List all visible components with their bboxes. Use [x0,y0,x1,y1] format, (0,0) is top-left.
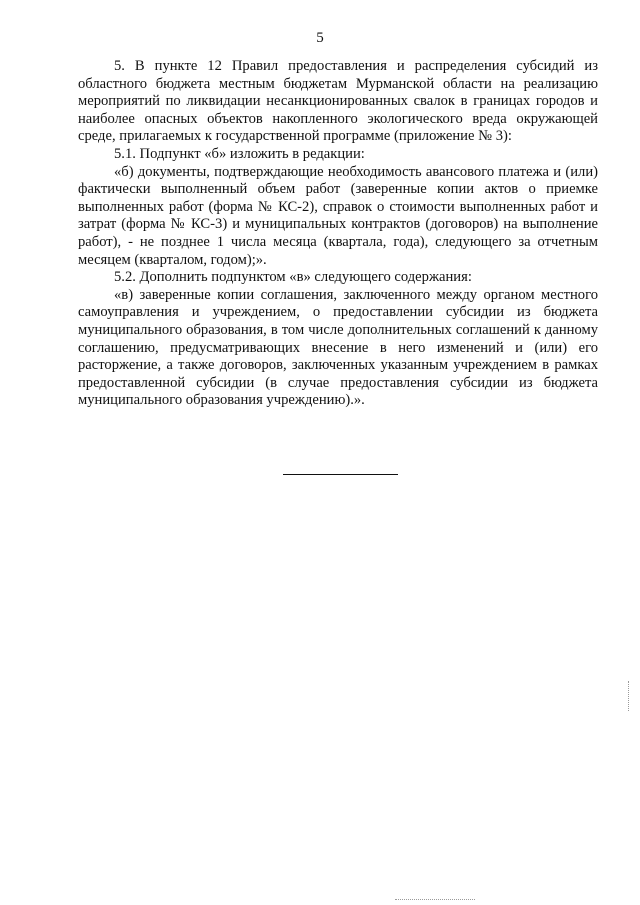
paragraph-subitem-b: «б) документы, подтверждающие необходимость авансового платежа и (или) фактически выполненный объем работ (заверенные копии актов о приемке выполненных работ (форма № КС-2), справок о стоимости выполненных работ и затрат (форма № КС-3) и муниципальных контрактов (договоров) на выполнение работ), - не позднее 1 числа месяца (квартала, года), следующего за отчетным месяцем (кварталом, годом);». [78,163,598,268]
paragraph-subitem-v: «в) заверенные копии соглашения, заключенного между органом местного самоуправления и учреждением, о предоставлении субсидии из бюджета муниципального образования, в том числе дополнительных соглашений к данному соглашению, предусматривающих внесение в него изменений и (или) его расторжение, а также договоров, заключенных указанным учреждением в рамках предоставленной субсидии (в случае предоставления субсидии из бюджета муниципального образования учреждению).». [78,286,598,409]
paragraph-item-5: 5. В пункте 12 Правил предоставления и распределения субсидий из областного бюджета местным бюджетам Мурманской области на реализацию мероприятий по ликвидации несанкционированных свалок в границах городов и наиболее опасных объектов накопленного экологического вреда окружающей среде, прилагаемых к государственной программе (приложение № 3): [78,58,598,145]
end-divider-line [283,474,398,475]
scan-artifact-bottom [395,899,475,900]
scan-artifact-right [628,681,630,711]
document-body [78,58,598,410]
paragraph-item-5-1: 5.1. Подпункт «б» изложить в редакции: [114,145,365,162]
page-number: 5 [316,30,324,46]
paragraph-item-5-2: 5.2. Дополнить подпунктом «в» следующего содержания: [114,269,472,286]
